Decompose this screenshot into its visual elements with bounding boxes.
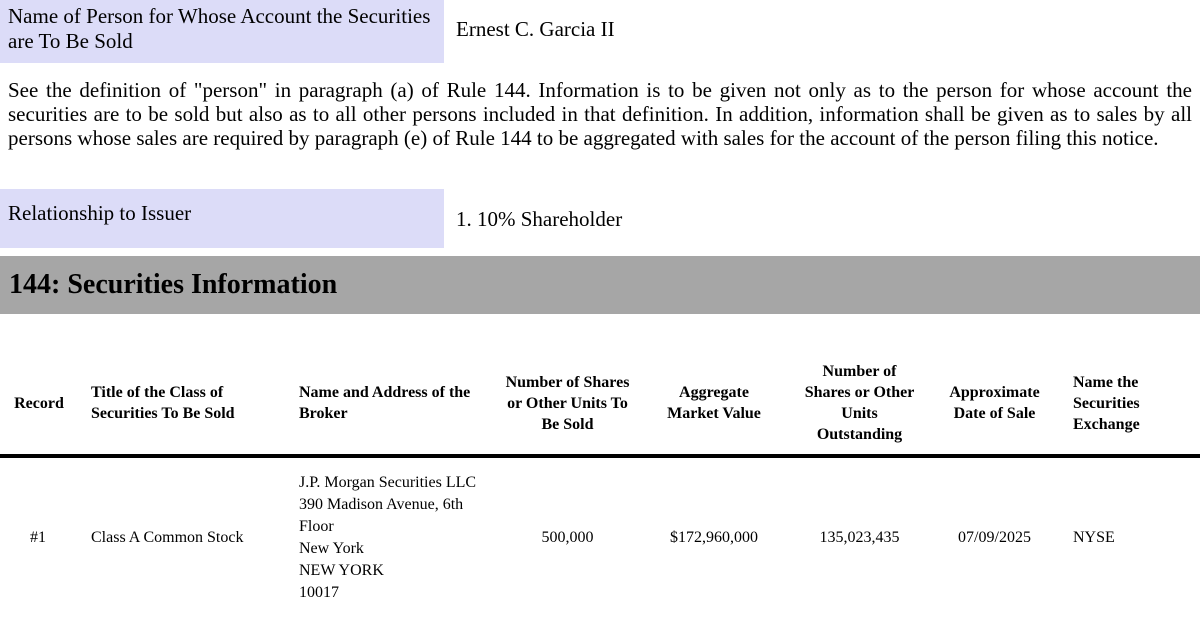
header-title-class: Title of the Class of Securities To Be Sold <box>76 352 284 456</box>
cell-exchange: NYSE <box>1073 529 1115 546</box>
broker-state: NEW YORK <box>299 562 384 579</box>
cell-shares-outstanding: 135,023,435 <box>819 529 900 546</box>
cell-market-value: $172,960,000 <box>670 529 758 546</box>
header-shares-to-sell: Number of Shares or Other Units To Be Sold <box>495 352 640 456</box>
broker-city: New York <box>299 540 364 557</box>
header-market-value: Aggregate Market Value <box>640 352 788 456</box>
broker-street: 390 Madison Avenue, 6th Floor <box>299 496 464 535</box>
relationship-value: 1. 10% Shareholder <box>456 207 623 231</box>
securities-table <box>0 352 1200 604</box>
person-name-value: Ernest C. Garcia II <box>456 17 615 41</box>
person-name-label: Name of Person for Whose Account the Securities are To Be Sold <box>0 0 444 63</box>
cell-title-class: Class A Common Stock <box>91 529 244 546</box>
person-name-row <box>0 0 1200 63</box>
header-broker: Name and Address of the Broker <box>284 352 495 456</box>
broker-zip: 10017 <box>299 584 339 601</box>
header-exchange: Name the Securities Exchange <box>1058 352 1200 456</box>
cell-shares-to-sell: 500,000 <box>541 529 594 546</box>
relationship-label: Relationship to Issuer <box>0 189 444 248</box>
header-shares-outstanding: Number of Shares or Other Units Outstanding <box>788 352 931 456</box>
header-record: Record <box>0 352 76 456</box>
relationship-row <box>0 189 1200 248</box>
table-header-row <box>0 352 1200 456</box>
broker-name: J.P. Morgan Securities LLC <box>299 474 477 491</box>
person-definition-note: See the definition of "person" in paragraph (a) of Rule 144. Information is to be given not only as to the person for whose account the securities are to be sold but also as to all other persons included in that definition. In addition, information shall be given as to sales by all persons whose sales are required by paragraph (e) of Rule 144 to be aggregated with sales for the account of the person filing this notice. <box>8 78 1192 150</box>
table-row <box>0 456 1200 604</box>
cell-sale-date: 07/09/2025 <box>958 529 1031 546</box>
cell-record: #1 <box>30 529 46 546</box>
cell-broker <box>284 456 495 604</box>
header-sale-date: Approximate Date of Sale <box>931 352 1058 456</box>
section-title: 144: Securities Information <box>0 256 1200 314</box>
